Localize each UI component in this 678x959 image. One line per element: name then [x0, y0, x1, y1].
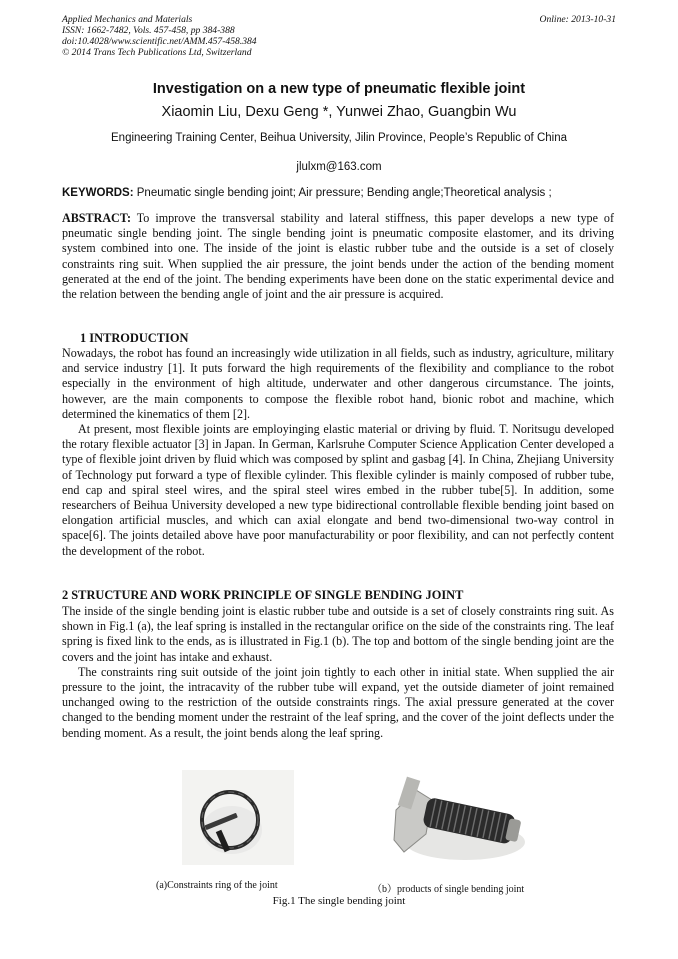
- figure-1b-joint-photo: [390, 770, 528, 868]
- section-structure: [62, 604, 614, 741]
- copyright-line: © 2014 Trans Tech Publications Ltd, Switzerland: [62, 47, 252, 58]
- keywords-label: KEYWORDS:: [62, 187, 134, 199]
- abstract: [62, 211, 614, 302]
- figure-1b-caption: （b）products of single bending joint: [372, 884, 525, 895]
- paragraph: The inside of the single bending joint is elastic rubber tube and outside is a set of closely constraints ring suit. As shown in Fig.1 (a), the leaf spring is installed in the rectangular orifice on the side of the constraints ring. The leaf spring is fixed link to the ends, as is illustrated in Fig.1 (b). The top and bottom of the single bending joint are the covers and the joint has intake and exhaust.: [62, 604, 614, 664]
- affiliation: Engineering Training Center, Beihua University, Jilin Province, People’s Republic of China: [111, 132, 567, 144]
- author-list: Xiaomin Liu, Dexu Geng *, Yunwei Zhao, Guangbin Wu: [161, 104, 517, 120]
- journal-name: Applied Mechanics and Materials: [62, 14, 193, 25]
- abstract-label: ABSTRACT:: [62, 211, 131, 225]
- abstract-text: To improve the transversal stability and lateral stiffness, this paper develops a new type of pneumatic single bending joint. The single bending joint is pneumatic composite elastomer, and its driving system combined into one. The inside of the joint is elastic rubber tube and the outside is a set of closely constraints ring suit. When supplied the air pressure, the joint bends under the action of the bending moment generated at the end of the joint. The bending experiments have been done on the static experimental device and the relation between the bending angle of joint and the air pressure is acquired.: [62, 211, 614, 302]
- section-heading-introduction: 1 INTRODUCTION: [80, 331, 189, 345]
- keywords-text: Pneumatic single bending joint; Air pressure; Bending angle;Theoretical analysis ;: [136, 187, 552, 199]
- bending-joint-image: [390, 770, 528, 868]
- figure-1-caption: Fig.1 The single bending joint: [272, 895, 406, 907]
- paper-title: Investigation on a new type of pneumatic flexible joint: [152, 81, 526, 97]
- figure-1a-caption: (a)Constraints ring of the joint: [156, 880, 278, 891]
- author-email: jlulxm@163.com: [296, 161, 382, 173]
- paragraph: The constraints ring suit outside of the joint join tightly to each other in initial state. When supplied the air pressure to the joint, the intracavity of the rubber tube will expand, yet the outside diameter of joint remained unchanged owing to the restriction of the outside constraints rings. The axial pressure generated at the cover changed to the bending moment under the restraint of the leaf spring, and the cover of the joint deflects under the bending moment. As a result, the joint bends along the leaf spring.: [62, 664, 614, 740]
- online-date: Online: 2013-10-31: [539, 14, 616, 25]
- journal-header: [62, 14, 616, 58]
- constraints-ring-image: [182, 770, 294, 865]
- figure-1a-ring-photo: [182, 770, 294, 865]
- keywords: [62, 187, 622, 199]
- issn-line: ISSN: 1662-7482, Vols. 457-458, pp 384-388: [62, 25, 235, 36]
- section-introduction: [62, 346, 614, 559]
- paragraph: Nowadays, the robot has found an increasingly wide utilization in all fields, such as industry, agriculture, military and service industry [1]. It puts forward the high requirements of the flexibility and compliance to the robot especially in the environment of high altitude, underwater and other dangerous circumstance. The joints, however, are the main components to compose the flexible robot hand, bionic robot and machine, which determined the kinematics of them [2].: [62, 346, 614, 421]
- paragraph: At present, most flexible joints are employinging elastic material or driving by fluid. T. Noritsugu developed the rotary flexible actuator [3] in Japan. In German, Karlsruhe Computer Science Application Center developed a type of flexible joint driven by fluid which was composed by splint and gasbag [4]. In China, Zhejiang University of Technology put forward a type of flexible cylinder. This flexible cylinder is mainly composed of rubber tube, end cap and spiral steel wires, and the spiral steel wires embed in the rubber tube[5]. In addition, some researchers of Beihua University developed a new type bidirectional controllable flexible bending joint based on elongation artificial muscles, and which can axial elongate and bend two-dimensional two-way control in space[6]. The joints detailed above have poor manufacturability or poor flexibility, and can not perfectly content the development of the robot.: [62, 422, 614, 558]
- section-heading-structure: 2 STRUCTURE AND WORK PRINCIPLE OF SINGLE BENDING JOINT: [62, 588, 464, 602]
- doi-line: doi:10.4028/www.scientific.net/AMM.457-458.384: [62, 36, 257, 47]
